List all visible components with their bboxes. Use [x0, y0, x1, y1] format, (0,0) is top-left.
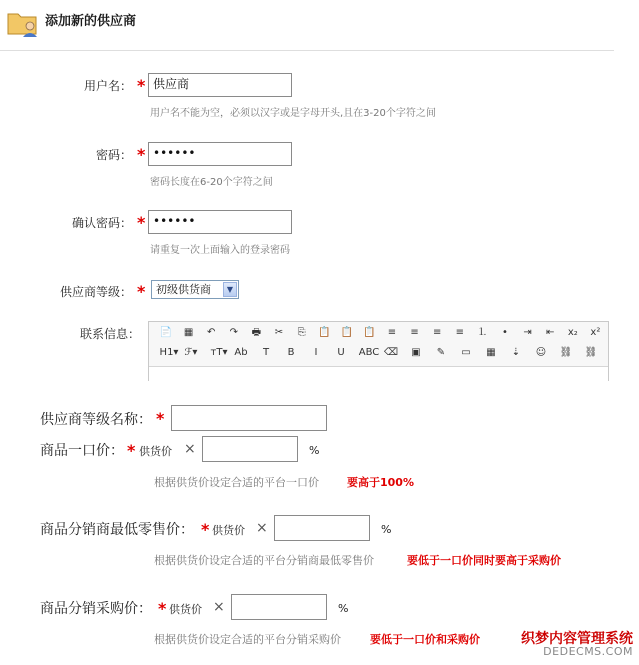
- one-price-input[interactable]: [202, 436, 298, 462]
- toolbar-button-icon[interactable]: ⛓: [584, 347, 598, 358]
- one-price-label: 商品一口价：: [40, 443, 124, 459]
- toolbar-button-icon[interactable]: B: [287, 347, 295, 358]
- toolbar-button-icon[interactable]: ⇤: [545, 327, 555, 338]
- confirm-password-label: 确认密码：: [71, 216, 132, 230]
- toolbar-button-icon[interactable]: ABC: [358, 347, 380, 358]
- toolbar-button-icon[interactable]: H1▾: [159, 347, 179, 358]
- level-name-input[interactable]: [171, 405, 327, 431]
- toolbar-button-icon[interactable]: ≡: [387, 327, 397, 338]
- toolbar-button-icon[interactable]: ✎: [436, 347, 446, 358]
- toolbar-button-icon[interactable]: Ab: [234, 347, 248, 358]
- toolbar-button-icon[interactable]: ⛓: [559, 347, 573, 358]
- toolbar-button-icon[interactable]: U: [337, 347, 345, 358]
- toolbar-button-icon[interactable]: ≡: [410, 327, 419, 338]
- password-label: 密码：: [95, 148, 132, 162]
- one-price-unit: %: [309, 444, 320, 457]
- retail-min-emphasis: 要低于一口价同时要高于采购价: [407, 554, 561, 567]
- toolbar-button-icon[interactable]: •: [502, 327, 508, 338]
- toolbar-button-icon[interactable]: x²: [590, 327, 601, 338]
- toolbar-button-icon[interactable]: 🖶: [251, 327, 262, 338]
- supplier-level-select[interactable]: [151, 280, 239, 299]
- rich-text-editor: [148, 321, 609, 381]
- header-divider: [0, 50, 614, 51]
- folder-user-icon: [6, 8, 40, 38]
- one-price-times: ×: [184, 441, 196, 457]
- toolbar-button-icon[interactable]: T: [262, 347, 270, 358]
- chevron-down-icon[interactable]: ▼: [223, 282, 237, 297]
- required-mark: *: [127, 441, 136, 460]
- purchase-unit: %: [338, 602, 349, 615]
- page-title: 添加新的供应商: [45, 14, 137, 29]
- toolbar-button-icon[interactable]: ⒈: [477, 327, 488, 338]
- toolbar-button-icon[interactable]: 📄: [159, 327, 173, 338]
- required-mark: *: [137, 282, 146, 301]
- toolbar-button-icon[interactable]: x₂: [567, 327, 578, 338]
- retail-min-label: 商品分销商最低零售价：: [40, 522, 194, 538]
- purchase-emphasis: 要低于一口价和采购价: [370, 633, 480, 646]
- password-input[interactable]: ••••••: [148, 142, 292, 166]
- one-price-base: 供货价: [139, 445, 172, 458]
- toolbar-button-icon[interactable]: ▭: [461, 347, 471, 358]
- confirm-password-hint: 请重复一次上面输入的登录密码: [150, 245, 290, 256]
- retail-min-unit: %: [381, 523, 392, 536]
- username-label: 用户名：: [83, 79, 132, 93]
- required-mark: *: [201, 520, 210, 539]
- toolbar-button-icon[interactable]: ⇥: [523, 327, 532, 338]
- required-mark: *: [137, 76, 146, 95]
- username-input[interactable]: 供应商: [148, 73, 292, 97]
- supplier-level-value: 初级供货商: [156, 283, 211, 296]
- retail-min-times: ×: [256, 520, 268, 536]
- toolbar-button-icon[interactable]: ⌫: [383, 347, 399, 358]
- one-price-emphasis: 要高于100%: [347, 476, 414, 489]
- purchase-label: 商品分销采购价：: [40, 601, 152, 617]
- retail-min-base: 供货价: [212, 524, 245, 537]
- required-mark: *: [137, 213, 146, 232]
- purchase-base: 供货价: [169, 603, 202, 616]
- toolbar-button-icon[interactable]: ≡: [455, 327, 464, 338]
- toolbar-button-icon[interactable]: ≡: [432, 327, 442, 338]
- toolbar-button-icon[interactable]: 📋: [340, 327, 354, 338]
- required-mark: *: [156, 409, 165, 428]
- toolbar-button-icon[interactable]: ⇣: [511, 347, 521, 358]
- required-mark: *: [137, 145, 146, 164]
- toolbar-button-icon[interactable]: ▦: [486, 347, 496, 358]
- toolbar-button-icon[interactable]: I: [314, 347, 318, 358]
- toolbar-button-icon[interactable]: ▦: [183, 327, 194, 338]
- toolbar-button-icon[interactable]: ▣: [411, 347, 421, 358]
- confirm-password-input[interactable]: ••••••: [148, 210, 292, 234]
- toolbar-button-icon[interactable]: 📋: [363, 327, 376, 338]
- contact-label: 联系信息：: [79, 327, 140, 341]
- retail-min-hint: 根据供货价设定合适的平台分销商最低零售价: [154, 554, 374, 567]
- retail-min-input[interactable]: [274, 515, 370, 541]
- toolbar-button-icon[interactable]: тT▾: [210, 347, 228, 358]
- required-mark: *: [158, 599, 167, 618]
- watermark-title: 织梦内容管理系统: [521, 631, 633, 647]
- purchase-input[interactable]: [231, 594, 327, 620]
- toolbar-button-icon[interactable]: ↶: [206, 327, 216, 338]
- toolbar-button-icon[interactable]: ⎘: [297, 327, 306, 338]
- watermark-domain: DEDECMS.COM: [543, 645, 633, 658]
- purchase-times: ×: [213, 599, 225, 615]
- editor-content-area[interactable]: [149, 366, 608, 381]
- username-hint: 用户名不能为空，必须以汉字或是字母开头,且在3-20个字符之间: [150, 108, 436, 119]
- toolbar-button-icon[interactable]: ✂: [274, 327, 284, 338]
- password-hint: 密码长度在6-20个字符之间: [150, 177, 273, 188]
- toolbar-button-icon[interactable]: ℱ▾: [184, 347, 198, 358]
- supplier-level-label: 供应商等级：: [59, 285, 132, 299]
- one-price-hint: 根据供货价设定合适的平台一口价: [154, 476, 319, 489]
- toolbar-button-icon[interactable]: 📋: [317, 327, 331, 338]
- toolbar-button-icon[interactable]: ☺: [535, 347, 547, 358]
- toolbar-button-icon[interactable]: ↷: [229, 327, 238, 338]
- purchase-hint: 根据供货价设定合适的平台分销采购价: [154, 633, 341, 646]
- level-name-label: 供应商等级名称：: [40, 412, 152, 428]
